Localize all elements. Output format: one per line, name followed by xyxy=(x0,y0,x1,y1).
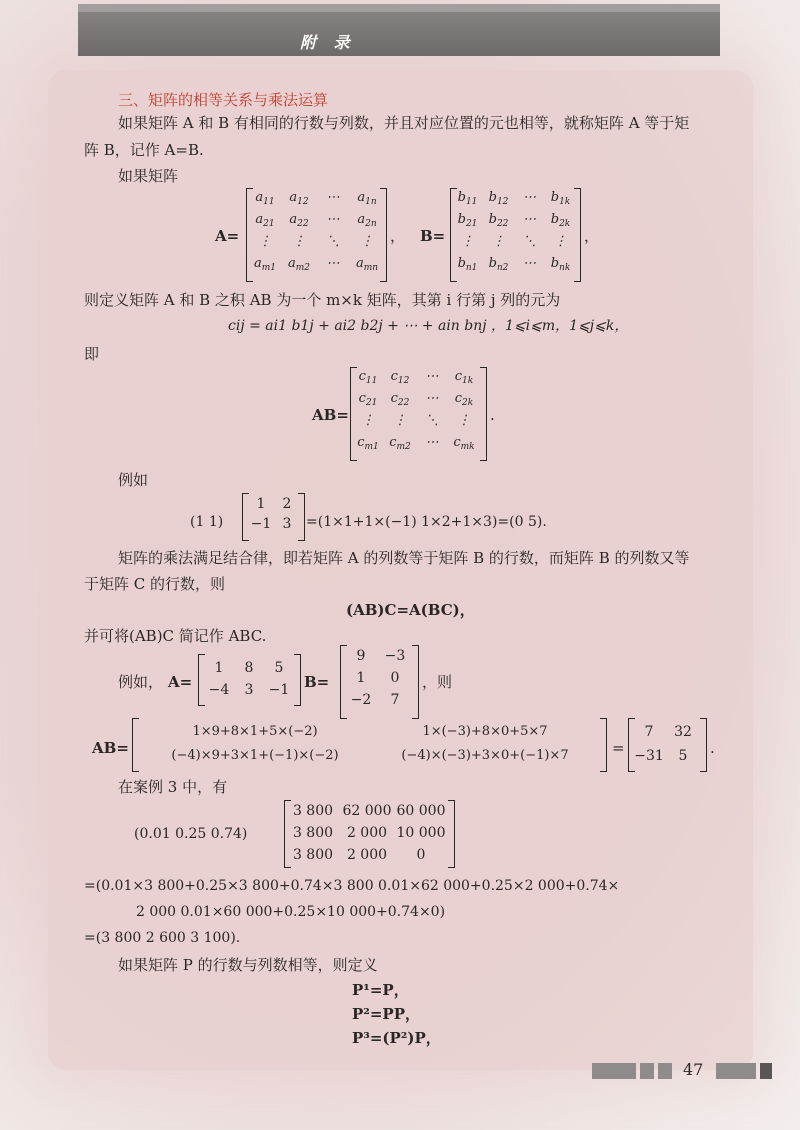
para4-line3: 并可将(AB)C 简记作 ABC. xyxy=(84,627,267,645)
matrix-cell: ⋯ xyxy=(425,391,439,406)
matrix-cell: 3 xyxy=(244,682,254,698)
matrix-ab-suffix: . xyxy=(490,406,495,424)
matrix-cell: $b_{n1}$ xyxy=(457,256,478,273)
matrix-cell: $b_{11}$ xyxy=(457,190,478,207)
case3-intro: 在案例 3 中，有 xyxy=(118,778,228,796)
example2-period: . xyxy=(710,739,715,757)
matrix-cell: $b_{1k}$ xyxy=(550,190,571,207)
matrix-cell: 10 000 xyxy=(396,825,446,841)
matrix-cell: ⋮ xyxy=(360,234,374,249)
matrix-cell: 0 xyxy=(390,670,400,686)
matrix-cell: ⋯ xyxy=(523,256,536,271)
matrix-a-suffix: ， xyxy=(390,227,406,245)
matrix-cell: $c_{21}$ xyxy=(358,391,378,408)
matrix-cell: 32 xyxy=(674,724,692,740)
matrix-cell: 3 800 xyxy=(292,803,334,819)
matrix-cell: $a_{mn}$ xyxy=(355,256,379,273)
matrix-cell: 1×(−3)+8×0+5×7 xyxy=(422,724,548,739)
example1-intro: 例如 xyxy=(118,471,149,489)
matrix-cell: 3 xyxy=(282,516,292,532)
matrix-cell: $b_{nk}$ xyxy=(550,256,571,273)
example2-a-right-bracket xyxy=(294,654,301,706)
matrix-ab-right-bracket xyxy=(480,367,487,461)
matrix-cell: 1 xyxy=(356,670,366,686)
example2-a-label: A= xyxy=(168,673,193,691)
page-number: 47 xyxy=(683,1060,704,1079)
matrix-cell: 8 xyxy=(244,660,254,676)
matrix-cell: $a_{12}$ xyxy=(289,190,309,207)
example1-row-vector: (1 1) xyxy=(190,514,224,530)
case3-line2: 2 000 0.01×60 000+0.25×10 000+0.74×0) xyxy=(136,904,446,920)
matrix-cell: ⋯ xyxy=(523,212,536,227)
matrix-cell: ⋮ xyxy=(361,413,375,428)
para3-line1: 则定义矩阵 A 和 B 之积 AB 为一个 m×k 矩阵，其第 i 行第 j 列的元为 xyxy=(84,291,561,309)
example2-result-right-bracket xyxy=(700,718,707,772)
matrix-cell: 2 xyxy=(282,496,292,512)
matrix-cell: ⋮ xyxy=(393,413,407,428)
matrix-a-label: A= xyxy=(215,227,240,245)
matrix-cell: (−4)×9+3×1+(−1)×(−2) xyxy=(171,748,339,763)
matrix-cell: $b_{2k}$ xyxy=(550,212,571,229)
matrix-cell: ⋯ xyxy=(326,256,340,271)
matrix-cell: $c_{12}$ xyxy=(390,369,410,386)
matrix-cell: $a_{1n}$ xyxy=(357,190,377,207)
matrix-cell: 2 000 xyxy=(346,847,388,863)
matrix-cell: (−4)×(−3)+3×0+(−1)×7 xyxy=(401,748,569,763)
matrix-cell: −31 xyxy=(634,748,664,764)
matrix-cell: $a_{21}$ xyxy=(255,212,275,229)
example2-ab-label: AB= xyxy=(92,739,129,757)
matrix-b-label: B= xyxy=(420,227,446,245)
footer-bar-2 xyxy=(640,1063,654,1079)
matrix-cell: $c_{11}$ xyxy=(358,369,378,386)
matrix-cell: $a_{2n}$ xyxy=(357,212,377,229)
case3-line3: =(3 800 2 600 3 100). xyxy=(84,930,241,946)
product-element-formula: cij = ai1 b1j + ai2 b2j + ⋯ + ain bnj ，1⩽i⩽m，1⩽j⩽k， xyxy=(228,318,629,334)
case3-row-vector: (0.01 0.25 0.74) xyxy=(134,826,248,842)
para2-text: 如果矩阵 xyxy=(118,167,179,185)
matrix-cell: −4 xyxy=(208,682,230,698)
footer-bar-4 xyxy=(716,1063,756,1079)
footer-bar-3 xyxy=(658,1063,672,1079)
matrix-cell: $a_{11}$ xyxy=(255,190,275,207)
power-def-1: P¹=P， xyxy=(352,981,409,999)
matrix-cell: $c_{m1}$ xyxy=(357,435,379,452)
matrix-cell: −2 xyxy=(350,692,372,708)
matrix-cell: $b_{22}$ xyxy=(488,212,509,229)
matrix-cell: ⋱ xyxy=(326,234,340,249)
matrix-cell: $c_{22}$ xyxy=(390,391,410,408)
matrix-cell: ⋮ xyxy=(457,413,471,428)
matrix-b-suffix: ， xyxy=(584,227,600,245)
matrix-cell: ⋮ xyxy=(292,234,306,249)
matrix-cell: ⋯ xyxy=(326,190,340,205)
matrix-cell: ⋮ xyxy=(492,234,505,249)
matrix-cell: ⋮ xyxy=(258,234,272,249)
associativity-formula: (AB)C=A(BC)， xyxy=(346,601,475,619)
para4-line1: 矩阵的乘法满足结合律，即若矩阵 A 的列数等于矩阵 B 的行数，而矩阵 B 的列数又等 xyxy=(118,549,690,567)
matrix-cell: 7 xyxy=(390,692,400,708)
example2-b-label: B= xyxy=(304,673,330,691)
footer-bar-5 xyxy=(760,1063,772,1079)
matrix-cell: 5 xyxy=(274,660,284,676)
example2-b-right-bracket xyxy=(412,645,419,719)
example2-equals: = xyxy=(612,739,625,757)
matrix-cell: $c_{mk}$ xyxy=(453,435,475,452)
example2-then: ，则 xyxy=(422,673,453,691)
example2-intro: 例如， xyxy=(118,673,164,691)
matrix-cell: 1×9+8×1+5×(−2) xyxy=(192,724,318,739)
matrix-cell: 7 xyxy=(644,724,654,740)
matrix-cell: $c_{2k}$ xyxy=(454,391,474,408)
matrix-cell: −1 xyxy=(268,682,290,698)
matrix-cell: 1 xyxy=(256,496,266,512)
matrix-cell: 3 800 xyxy=(292,847,334,863)
matrix-cell: $a_{m1}$ xyxy=(253,256,277,273)
header-title: 附 录 xyxy=(300,33,356,52)
power-def-2: P²=PP， xyxy=(352,1005,420,1023)
example2-ab-right-bracket xyxy=(600,718,607,772)
matrix-cell: −3 xyxy=(384,648,406,664)
example1-result: =(1×1+1×(−1) 1×2+1×3)=(0 5). xyxy=(306,514,547,530)
matrix-cell: −1 xyxy=(250,516,272,532)
matrix-cell: 3 800 xyxy=(292,825,334,841)
para1-line2: 阵 B，记作 A=B. xyxy=(84,141,204,159)
example2-ab-left-bracket xyxy=(132,718,139,772)
matrix-cell: ⋱ xyxy=(523,234,536,249)
matrix-cell: $b_{n2}$ xyxy=(488,256,509,273)
matrix-cell: ⋮ xyxy=(461,234,474,249)
para5-line1: 如果矩阵 P 的行数与列数相等，则定义 xyxy=(118,956,378,974)
matrix-cell: 62 000 xyxy=(342,803,392,819)
matrix-cell: ⋯ xyxy=(425,435,439,450)
para3-ji: 即 xyxy=(84,345,100,363)
matrix-cell: $a_{m2}$ xyxy=(287,256,311,273)
power-def-3: P³=(P²)P， xyxy=(352,1029,441,1047)
matrix-ab-label: AB= xyxy=(312,406,349,424)
matrix-cell: $c_{m2}$ xyxy=(389,435,411,452)
case3-right-bracket xyxy=(448,800,455,868)
matrix-cell: 60 000 xyxy=(396,803,446,819)
matrix-cell: $b_{21}$ xyxy=(457,212,478,229)
para4-line2: 于矩阵 C 的行数，则 xyxy=(84,575,226,593)
footer-bar-1 xyxy=(592,1063,636,1079)
matrix-cell: 9 xyxy=(356,648,366,664)
case3-line1: =(0.01×3 800+0.25×3 800+0.74×3 800 0.01×62 000+0.25×2 000+0.74× xyxy=(84,878,620,894)
section-title: 三、矩阵的相等关系与乘法运算 xyxy=(118,91,329,109)
matrix-cell: ⋯ xyxy=(326,212,340,227)
matrix-cell: ⋯ xyxy=(425,369,439,384)
para1-line1: 如果矩阵 A 和 B 有相同的行数与列数，并且对应位置的元也相等，就称矩阵 A 等于矩 xyxy=(118,114,690,132)
matrix-cell: 2 000 xyxy=(346,825,388,841)
matrix-cell: $b_{12}$ xyxy=(488,190,509,207)
matrix-cell: ⋱ xyxy=(425,413,439,428)
matrix-cell: $c_{1k}$ xyxy=(454,369,474,386)
matrix-cell: 5 xyxy=(678,748,688,764)
matrix-cell: 1 xyxy=(214,660,224,676)
matrix-cell: ⋮ xyxy=(554,234,567,249)
matrix-cell: ⋯ xyxy=(523,190,536,205)
matrix-cell: $a_{22}$ xyxy=(289,212,309,229)
matrix-cell: 0 xyxy=(416,847,426,863)
